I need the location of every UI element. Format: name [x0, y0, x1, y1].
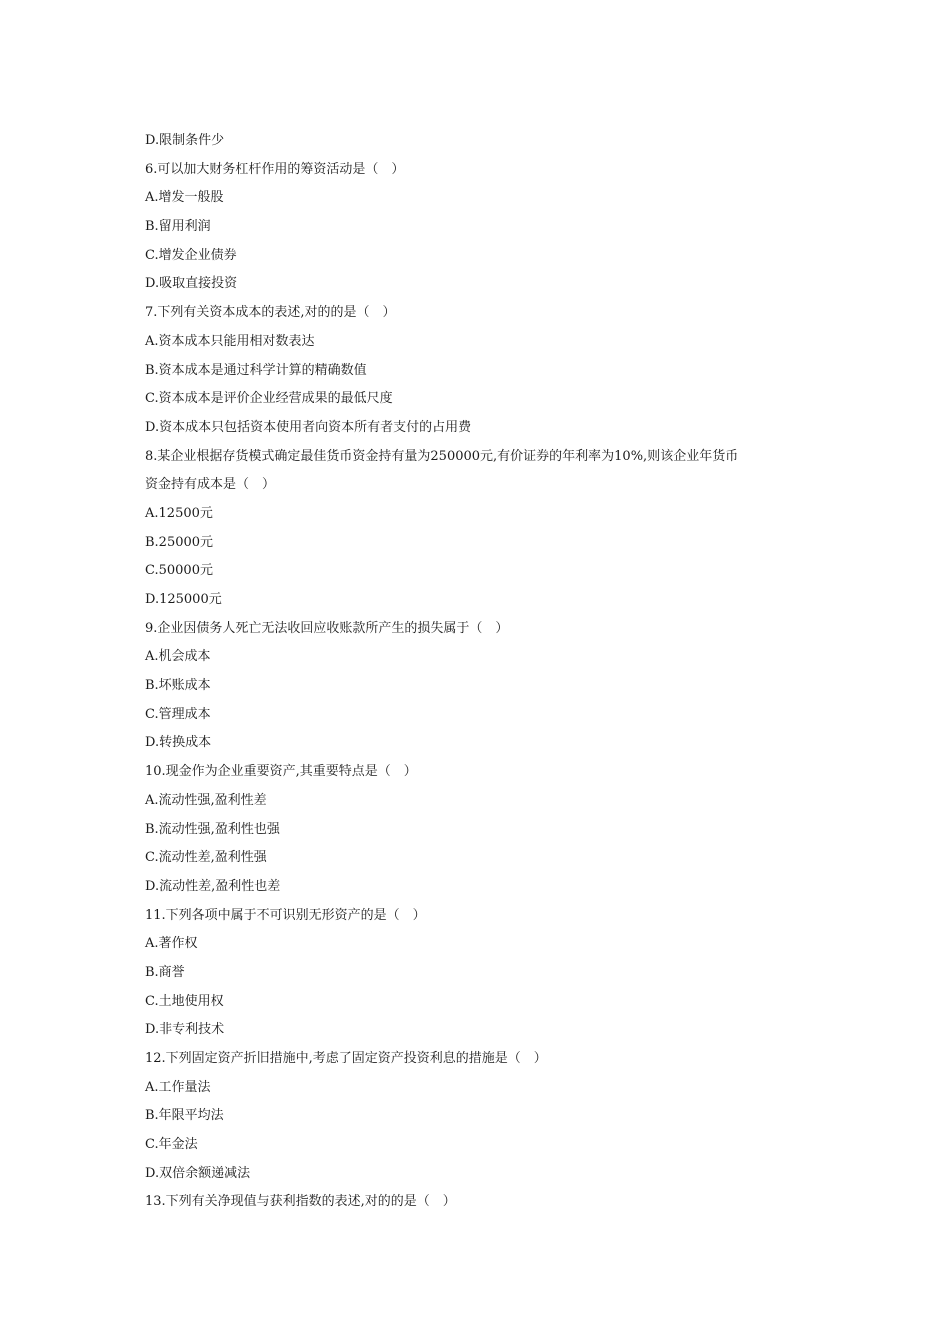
question-12: 12.下列固定资产折旧措施中,考虑了固定资产投资利息的措施是（ ） [145, 1051, 547, 1066]
question-7: 7.下列有关资本成本的表述,对的的是（ ） [145, 305, 396, 321]
option-a-q8: A.12500元 [145, 505, 213, 521]
option-d-q5: D.限制条件少 [145, 133, 225, 148]
document-page [145, 127, 825, 1217]
option-c-q9: C.管理成本 [145, 706, 211, 722]
question-8: 8.某企业根据存货模式确定最佳货币资金持有量为250000元,有价证券的年利率为10%,则该企业年货币 [145, 448, 739, 464]
question-11: 11.下列各项中属于不可识别无形资产的是（ ） [145, 907, 426, 923]
option-a-q6: A.增发一般股 [145, 190, 224, 206]
option-b-q9: B.坏账成本 [145, 678, 211, 694]
option-d-q6: D.吸取直接投资 [145, 276, 238, 292]
option-b-q10: B.流动性强,盈利性也强 [145, 821, 280, 837]
option-c-q12: C.年金法 [145, 1137, 198, 1153]
question-6: 6.可以加大财务杠杆作用的筹资活动是（ ） [145, 161, 405, 177]
option-a-q10: A.流动性强,盈利性差 [145, 792, 267, 808]
option-b-q6: B.留用利润 [145, 219, 211, 235]
option-c-q6: C.增发企业债券 [145, 247, 237, 263]
question-8-continued: 资金持有成本是（ ） [145, 477, 276, 493]
option-a-q11: A.著作权 [145, 936, 198, 952]
option-b-q12: B.年限平均法 [145, 1108, 224, 1124]
option-c-q10: C.流动性差,盈利性强 [145, 850, 267, 866]
option-d-q10: D.流动性差,盈利性也差 [145, 878, 281, 894]
option-a-q9: A.机会成本 [145, 649, 211, 665]
question-9: 9.企业因债务人死亡无法收回应收账款所产生的损失属于（ ） [145, 620, 509, 636]
option-a-q7: A.资本成本只能用相对数表达 [145, 333, 315, 349]
question-13: 13.下列有关净现值与获利指数的表述,对的的是（ ） [145, 1194, 456, 1210]
option-d-q8: D.125000元 [145, 592, 222, 607]
option-d-q12: D.双倍余额递减法 [145, 1165, 251, 1181]
option-a-q12: A.工作量法 [145, 1079, 211, 1095]
option-d-q9: D.转换成本 [145, 735, 212, 751]
option-b-q7: B.资本成本是通过科学计算的精确数值 [145, 362, 367, 378]
option-b-q8: B.25000元 [145, 534, 214, 550]
option-d-q7: D.资本成本只包括资本使用者向资本所有者支付的占用费 [145, 419, 472, 435]
question-10: 10.现金作为企业重要资产,其重要特点是（ ） [145, 764, 417, 780]
option-c-q8: C.50000元 [145, 563, 213, 579]
option-c-q7: C.资本成本是评价企业经营成果的最低尺度 [145, 391, 393, 407]
option-b-q11: B.商誉 [145, 964, 185, 980]
option-d-q11: D.非专利技术 [145, 1022, 225, 1038]
option-c-q11: C.土地使用权 [145, 993, 224, 1009]
